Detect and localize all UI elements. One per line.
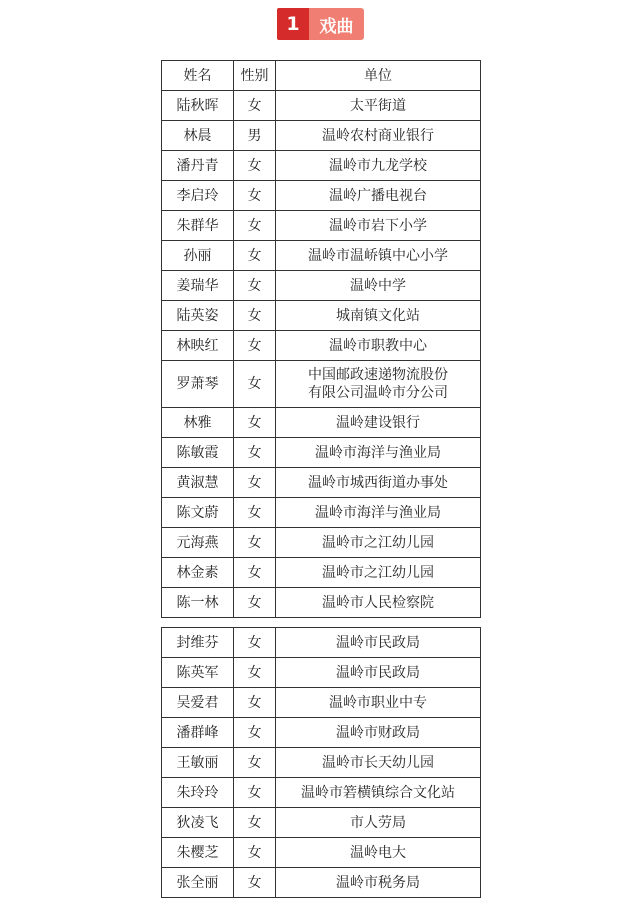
table-row xyxy=(162,628,481,658)
cell-name: 孙丽 xyxy=(162,241,234,271)
cell-unit: 温岭市民政局 xyxy=(276,628,481,658)
cell-unit: 温岭市岩下小学 xyxy=(276,211,481,241)
cell-gender: 女 xyxy=(234,301,276,331)
cell-gender: 女 xyxy=(234,628,276,658)
table-row xyxy=(162,181,481,211)
cell-name: 林金素 xyxy=(162,558,234,588)
header-gender: 性别 xyxy=(234,61,276,91)
cell-gender: 女 xyxy=(234,361,276,408)
cell-name: 陈一林 xyxy=(162,588,234,618)
cell-unit: 温岭建设银行 xyxy=(276,408,481,438)
cell-unit: 温岭电大 xyxy=(276,838,481,868)
cell-gender: 女 xyxy=(234,271,276,301)
cell-gender: 女 xyxy=(234,91,276,121)
table-row xyxy=(162,688,481,718)
cell-gender: 女 xyxy=(234,868,276,898)
cell-unit: 温岭中学 xyxy=(276,271,481,301)
table-row xyxy=(162,361,481,408)
cell-name: 林雅 xyxy=(162,408,234,438)
cell-gender: 女 xyxy=(234,838,276,868)
cell-gender: 女 xyxy=(234,438,276,468)
cell-gender: 女 xyxy=(234,181,276,211)
cell-gender: 女 xyxy=(234,658,276,688)
cell-gender: 女 xyxy=(234,211,276,241)
cell-unit: 温岭广播电视台 xyxy=(276,181,481,211)
table-row xyxy=(162,468,481,498)
cell-unit: 温岭市城西街道办事处 xyxy=(276,468,481,498)
cell-name: 罗萧琴 xyxy=(162,361,234,408)
cell-name: 陆英姿 xyxy=(162,301,234,331)
cell-gender: 女 xyxy=(234,498,276,528)
table-row xyxy=(162,838,481,868)
table-row xyxy=(162,558,481,588)
cell-gender: 女 xyxy=(234,778,276,808)
cell-unit: 温岭市之江幼儿园 xyxy=(276,528,481,558)
cell-name: 陈英军 xyxy=(162,658,234,688)
cell-name: 朱玲玲 xyxy=(162,778,234,808)
table-row xyxy=(162,498,481,528)
header-name: 姓名 xyxy=(162,61,234,91)
cell-name: 潘丹青 xyxy=(162,151,234,181)
cell-unit-line: 中国邮政速递物流股份 xyxy=(308,367,448,383)
table-row xyxy=(162,241,481,271)
table-row xyxy=(162,121,481,151)
cell-unit: 温岭市九龙学校 xyxy=(276,151,481,181)
cell-name: 潘群峰 xyxy=(162,718,234,748)
table-row xyxy=(162,868,481,898)
cell-name: 朱樱芝 xyxy=(162,838,234,868)
cell-unit: 温岭市职教中心 xyxy=(276,331,481,361)
cell-unit-line: 有限公司温岭市分公司 xyxy=(308,385,448,401)
cell-unit: 温岭市税务局 xyxy=(276,868,481,898)
cell-gender: 女 xyxy=(234,151,276,181)
table-row xyxy=(162,91,481,121)
cell-name: 狄凌飞 xyxy=(162,808,234,838)
table-row xyxy=(162,658,481,688)
cell-name: 李启玲 xyxy=(162,181,234,211)
cell-name: 元海燕 xyxy=(162,528,234,558)
cell-name: 王敏丽 xyxy=(162,748,234,778)
cell-gender: 女 xyxy=(234,588,276,618)
cell-unit: 温岭市职业中专 xyxy=(276,688,481,718)
header-unit: 单位 xyxy=(276,61,481,91)
cell-unit: 温岭市财政局 xyxy=(276,718,481,748)
cell-unit: 温岭农村商业银行 xyxy=(276,121,481,151)
cell-unit xyxy=(276,361,481,408)
cell-unit: 温岭市箬横镇综合文化站 xyxy=(276,778,481,808)
table-page-break xyxy=(162,618,481,628)
cell-name: 林晨 xyxy=(162,121,234,151)
table-row xyxy=(162,778,481,808)
cell-unit: 温岭市海洋与渔业局 xyxy=(276,438,481,468)
section-badge xyxy=(277,8,364,40)
cell-gender: 女 xyxy=(234,331,276,361)
table-row xyxy=(162,748,481,778)
table-row xyxy=(162,438,481,468)
cell-unit: 温岭市民政局 xyxy=(276,658,481,688)
cell-unit: 温岭市海洋与渔业局 xyxy=(276,498,481,528)
cell-unit: 温岭市人民检察院 xyxy=(276,588,481,618)
cell-name: 封维芬 xyxy=(162,628,234,658)
table-row xyxy=(162,718,481,748)
cell-gender: 女 xyxy=(234,808,276,838)
table-row xyxy=(162,808,481,838)
table-row xyxy=(162,408,481,438)
cell-name: 朱群华 xyxy=(162,211,234,241)
cell-gender: 女 xyxy=(234,558,276,588)
cell-name: 陆秋晖 xyxy=(162,91,234,121)
section-number: 1 xyxy=(277,8,309,40)
cell-gender: 女 xyxy=(234,528,276,558)
cell-name: 陈敏霞 xyxy=(162,438,234,468)
cell-name: 吴爱君 xyxy=(162,688,234,718)
table-row xyxy=(162,331,481,361)
cell-gender: 女 xyxy=(234,718,276,748)
cell-gender: 男 xyxy=(234,121,276,151)
cell-gender: 女 xyxy=(234,408,276,438)
cell-name: 张全丽 xyxy=(162,868,234,898)
table-row xyxy=(162,588,481,618)
cell-gender: 女 xyxy=(234,241,276,271)
cell-unit: 温岭市长天幼儿园 xyxy=(276,748,481,778)
roster-table xyxy=(161,60,481,898)
section-title: 戏曲 xyxy=(309,8,364,40)
table-row xyxy=(162,301,481,331)
table-row xyxy=(162,211,481,241)
cell-name: 陈文蔚 xyxy=(162,498,234,528)
cell-unit: 温岭市之江幼儿园 xyxy=(276,558,481,588)
cell-name: 林映红 xyxy=(162,331,234,361)
table-header-row xyxy=(162,61,481,91)
cell-name: 姜瑞华 xyxy=(162,271,234,301)
cell-gender: 女 xyxy=(234,688,276,718)
cell-name: 黄淑慧 xyxy=(162,468,234,498)
table-row xyxy=(162,528,481,558)
cell-unit: 市人劳局 xyxy=(276,808,481,838)
cell-unit: 温岭市温峤镇中心小学 xyxy=(276,241,481,271)
cell-unit: 城南镇文化站 xyxy=(276,301,481,331)
cell-gender: 女 xyxy=(234,468,276,498)
cell-unit: 太平街道 xyxy=(276,91,481,121)
table-row xyxy=(162,271,481,301)
cell-gender: 女 xyxy=(234,748,276,778)
table-row xyxy=(162,151,481,181)
